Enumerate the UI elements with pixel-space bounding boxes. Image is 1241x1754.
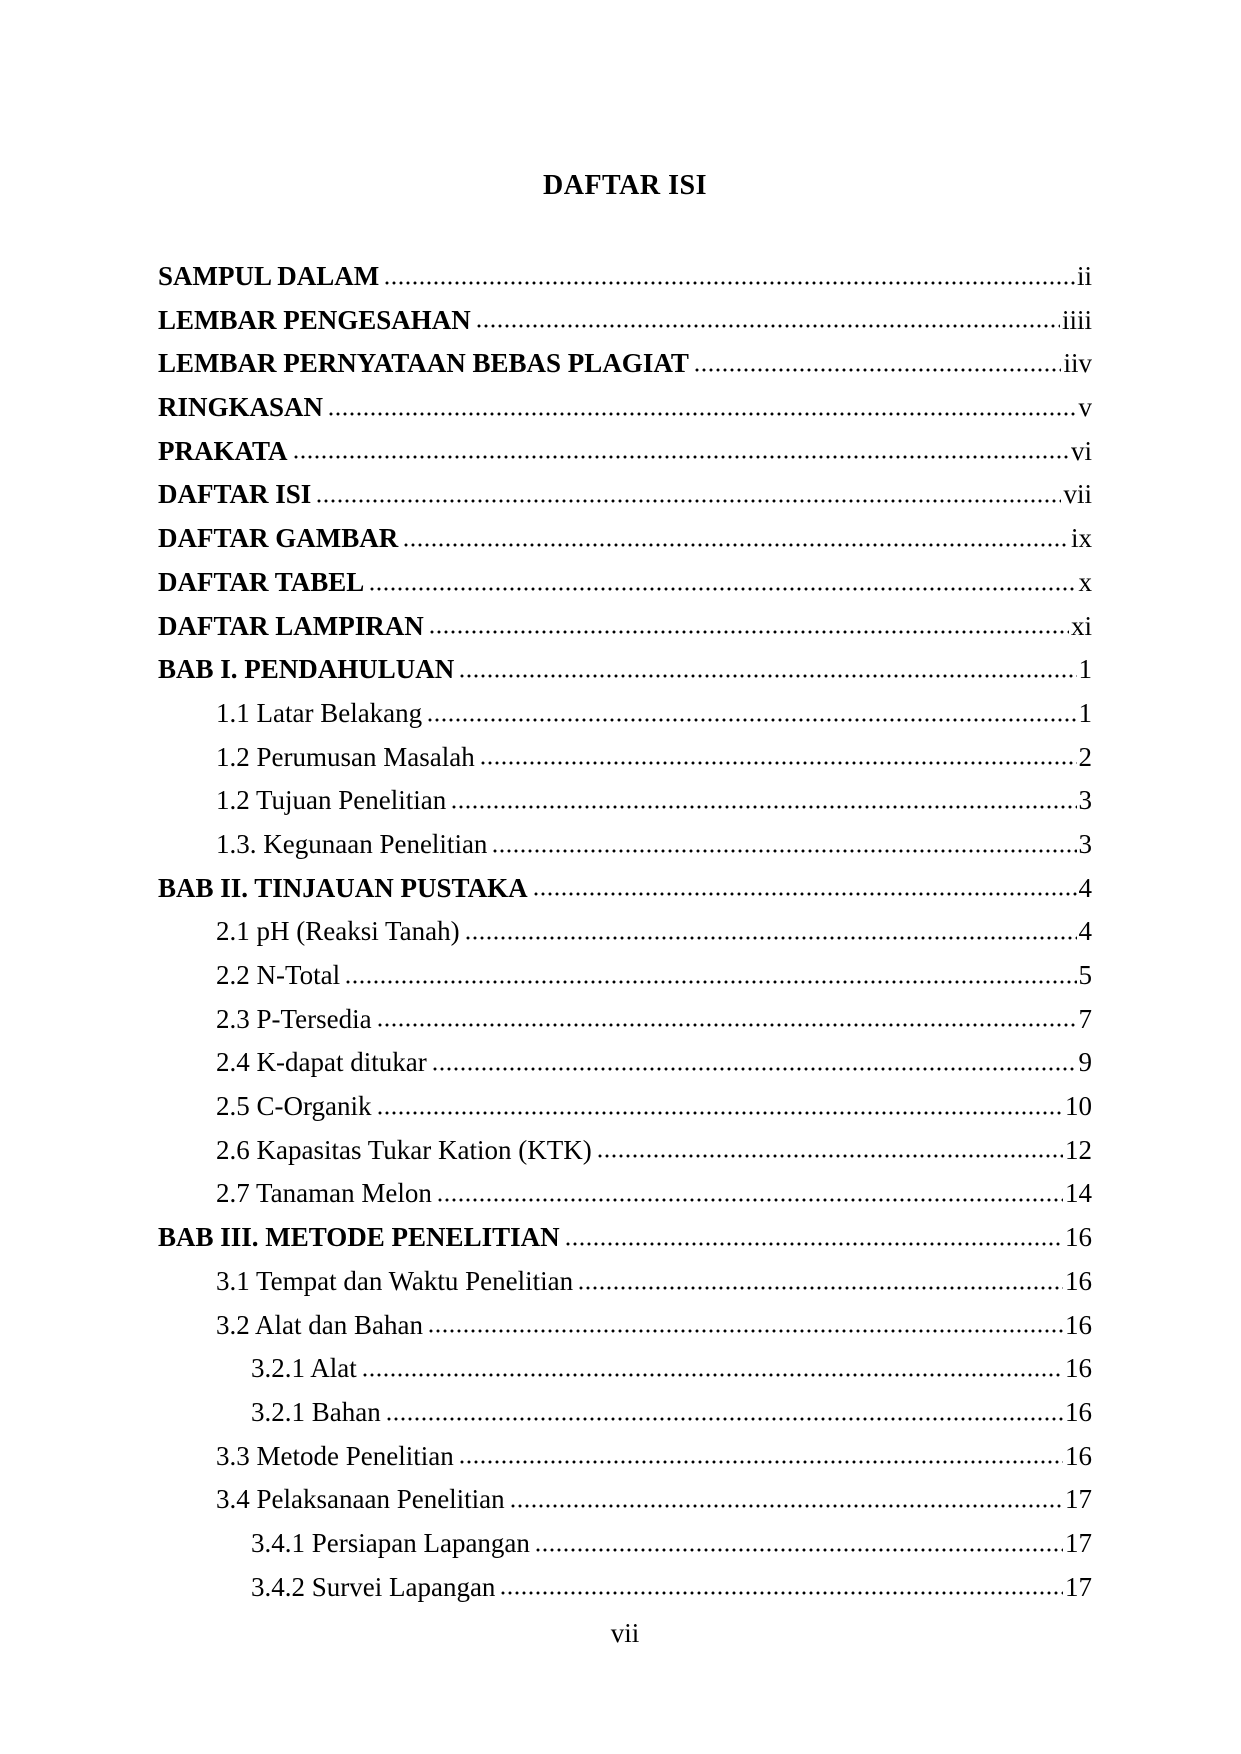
toc-row [158, 1253, 1092, 1297]
toc-entry-label: RINGKASAN [158, 392, 324, 423]
toc-entry-page: 1 [1078, 697, 1092, 728]
dot-leader-icon [565, 1241, 1063, 1247]
dot-leader-icon [328, 411, 1076, 417]
toc-entry-label: 3.3 Metode Penelitian [216, 1440, 454, 1471]
toc-entry-label: LEMBAR PERNYATAAN BEBAS PLAGIAT [158, 348, 689, 379]
toc-entry-label: 3.4 Pelaksanaan Penelitian [216, 1484, 505, 1515]
dot-leader-icon [510, 1503, 1063, 1509]
toc-row [158, 1340, 1092, 1384]
toc-entry-label: 1.2 Tujuan Penelitian [216, 785, 447, 816]
toc-entry-page: 16 [1065, 1440, 1092, 1471]
dot-leader-icon [429, 629, 1069, 635]
footer-page-number: vii [610, 1618, 640, 1648]
dot-leader-icon [362, 1372, 1063, 1378]
toc-entry-label: 1.1 Latar Belakang [216, 697, 423, 728]
toc-row [158, 554, 1092, 598]
dot-leader-icon [465, 935, 1077, 941]
dot-leader-icon [377, 1022, 1077, 1028]
dot-leader-icon [428, 1328, 1063, 1334]
dot-leader-icon [345, 979, 1076, 985]
toc-row [158, 1078, 1092, 1122]
toc-entry-page: 17 [1065, 1571, 1092, 1602]
dot-leader-icon [316, 498, 1061, 504]
toc-row [158, 816, 1092, 860]
toc-entry-page: 3 [1078, 828, 1092, 859]
toc-list [158, 248, 1092, 1602]
toc-entry-label: DAFTAR TABEL [158, 566, 365, 597]
toc-entry-page: 17 [1065, 1484, 1092, 1515]
dot-leader-icon [459, 1459, 1063, 1465]
toc-row [158, 1034, 1092, 1078]
toc-row [158, 685, 1092, 729]
toc-entry-label: 1.2 Perumusan Masalah [216, 741, 475, 772]
dot-leader-icon [386, 1416, 1063, 1422]
toc-row [158, 1515, 1092, 1559]
dot-leader-icon [597, 1153, 1063, 1159]
toc-entry-label: 2.4 K-dapat ditukar [216, 1047, 427, 1078]
dot-leader-icon [451, 804, 1076, 810]
toc-row [158, 466, 1092, 510]
dot-leader-icon [432, 1066, 1077, 1072]
toc-entry-label: 3.2.1 Bahan [251, 1396, 381, 1427]
toc-entry-label: 3.1 Tempat dan Waktu Penelitian [216, 1265, 574, 1296]
toc-row [158, 1428, 1092, 1472]
dot-leader-icon [293, 454, 1069, 460]
dot-leader-icon [492, 848, 1076, 854]
toc-row [158, 1559, 1092, 1603]
dot-leader-icon [369, 586, 1076, 592]
dot-leader-icon [500, 1590, 1063, 1596]
toc-row [158, 1384, 1092, 1428]
dot-leader-icon [535, 1547, 1063, 1553]
toc-entry-page: xi [1070, 610, 1092, 641]
toc-entry-label: 3.2 Alat dan Bahan [216, 1309, 423, 1340]
toc-row [158, 729, 1092, 773]
toc-row [158, 1209, 1092, 1253]
toc-row [158, 772, 1092, 816]
toc-entry-page: 12 [1065, 1134, 1092, 1165]
dot-leader-icon [427, 717, 1076, 723]
toc-entry-page: vii [1063, 479, 1092, 510]
toc-entry-label: 2.6 Kapasitas Tukar Kation (KTK) [216, 1134, 592, 1165]
toc-row [158, 598, 1092, 642]
dot-leader-icon [459, 673, 1076, 679]
toc-entry-label: DAFTAR LAMPIRAN [158, 610, 424, 641]
toc-entry-label: 3.4.1 Persiapan Lapangan [251, 1527, 530, 1558]
toc-row [158, 1471, 1092, 1515]
toc-entry-label: SAMPUL DALAM [158, 261, 380, 291]
toc-entry-page: 9 [1078, 1047, 1092, 1078]
toc-entry-page: iiv [1063, 348, 1092, 379]
dot-leader-icon [533, 891, 1077, 897]
toc-entry-label: 2.2 N-Total [216, 960, 341, 990]
toc-entry-label: BAB III. METODE PENELITIAN [158, 1222, 560, 1253]
toc-entry-page: 17 [1065, 1527, 1092, 1558]
toc-entry-page: v [1078, 392, 1092, 423]
toc-entry-page: 1 [1078, 654, 1092, 685]
toc-entry-label: 3.4.2 Survei Lapangan [251, 1571, 496, 1602]
toc-entry-page: 4 [1078, 916, 1092, 947]
toc-row [158, 423, 1092, 467]
toc-entry-page: 16 [1065, 1309, 1092, 1340]
dot-leader-icon [578, 1285, 1063, 1291]
toc-entry-label: 3.2.1 Alat [251, 1353, 357, 1384]
dot-leader-icon [694, 367, 1062, 373]
toc-row [158, 947, 1092, 991]
toc-entry-label: 2.1 pH (Reaksi Tanah) [216, 916, 460, 947]
toc-row [158, 1122, 1092, 1166]
toc-row [158, 292, 1092, 336]
toc-entry-label: 1.3. Kegunaan Penelitian [216, 828, 488, 859]
toc-entry-label: LEMBAR PENGESAHAN [158, 304, 471, 335]
toc-row [158, 641, 1092, 685]
dot-leader-icon [476, 323, 1060, 329]
toc-entry-label: DAFTAR ISI [158, 479, 312, 510]
toc-entry-page: 7 [1078, 1003, 1092, 1034]
dot-leader-icon [437, 1197, 1063, 1203]
dot-leader-icon [403, 542, 1069, 548]
toc-entry-page: vi [1070, 435, 1092, 466]
toc-entry-label: BAB II. TINJAUAN PUSTAKA [158, 872, 528, 903]
toc-entry-page: 14 [1065, 1178, 1092, 1209]
toc-entry-page: 3 [1078, 785, 1092, 816]
toc-entry-page: 10 [1065, 1091, 1092, 1122]
toc-row [158, 248, 1092, 292]
toc-row [158, 991, 1092, 1035]
toc-entry-page: ii [1076, 261, 1092, 291]
toc-entry-page: 16 [1065, 1222, 1092, 1253]
page-title: DAFTAR ISI [543, 170, 707, 201]
toc-entry-page: 4 [1078, 872, 1092, 903]
toc-entry-page: iiii [1061, 304, 1092, 335]
dot-leader-icon [480, 760, 1077, 766]
toc-row [158, 510, 1092, 554]
toc-entry-label: BAB I. PENDAHULUAN [158, 654, 455, 685]
toc-entry-page: 16 [1065, 1396, 1092, 1427]
toc-entry-page: 5 [1078, 960, 1092, 990]
toc-entry-label: PRAKATA [158, 435, 288, 466]
toc-row [158, 1297, 1092, 1341]
toc-entry-page: x [1078, 566, 1092, 597]
toc-entry-page: 16 [1065, 1265, 1092, 1296]
dot-leader-icon [377, 1110, 1064, 1116]
toc-row [158, 1165, 1092, 1209]
toc-row [158, 335, 1092, 379]
toc-row [158, 379, 1092, 423]
toc-entry-label: 2.7 Tanaman Melon [216, 1178, 432, 1209]
toc-entry-page: 2 [1078, 741, 1092, 772]
toc-entry-page: 16 [1065, 1353, 1092, 1384]
toc-entry-page: ix [1070, 523, 1092, 554]
toc-row [158, 860, 1092, 904]
dot-leader-icon [384, 280, 1075, 286]
toc-entry-label: 2.3 P-Tersedia [216, 1003, 372, 1034]
toc-row [158, 903, 1092, 947]
toc-entry-label: DAFTAR GAMBAR [158, 523, 399, 554]
toc-entry-label: 2.5 C-Organik [216, 1091, 372, 1122]
